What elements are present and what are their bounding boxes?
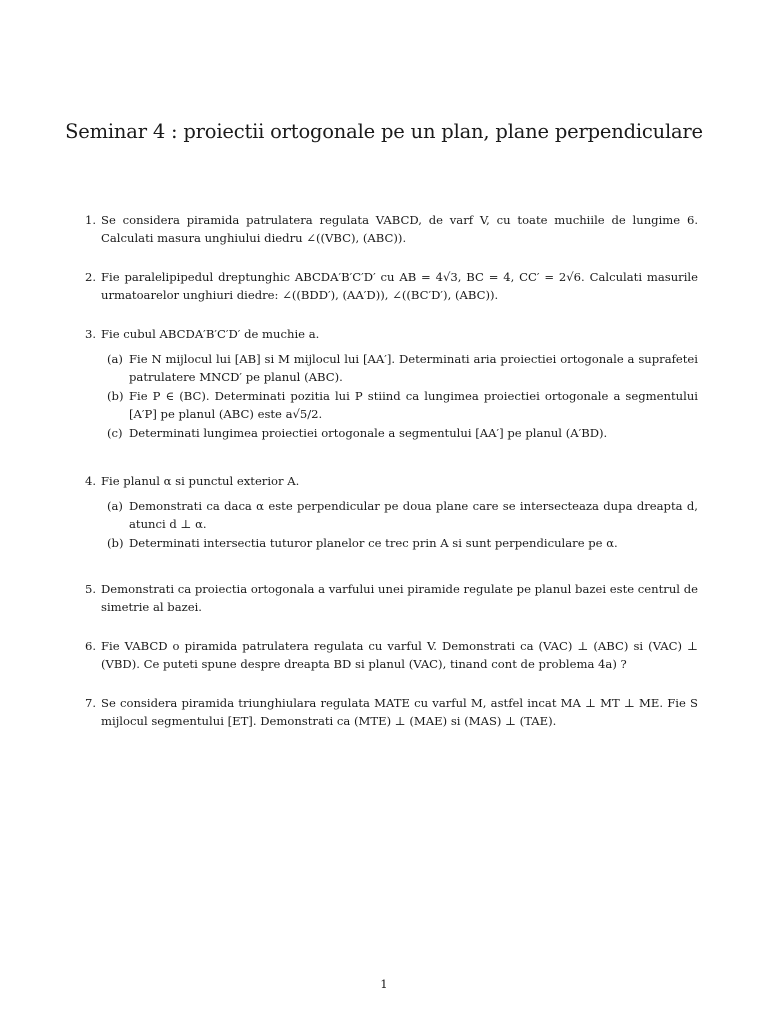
problem-6 [85, 637, 698, 673]
problem-number: 2. [85, 270, 97, 284]
subproblem-label: (b) [107, 389, 124, 403]
subproblem-text: Demonstrati ca daca α este perpendicular pe doua plane care se intersecteaza dupa dreapta d, atunci d ⊥ α. [129, 499, 698, 531]
problem-7 [85, 694, 698, 730]
subproblem-text: Determinati intersectia tuturor planelor ce trec prin A si sunt perpendiculare pe α. [129, 536, 618, 550]
subproblem-3b [101, 387, 698, 423]
problem-text: Fie cubul ABCDA′B′C′D′ de muchie a. [101, 327, 320, 341]
problem-2 [85, 268, 698, 304]
subproblem-4b [101, 534, 698, 552]
problem-3 [85, 325, 698, 443]
problem-text: Fie VABCD o piramida patrulatera regulata cu varful V. Demonstrati ca (VAC) ⊥ (ABC) si (VAC) ⊥ (VBD). Ce puteti spune despre dreapta BD si planul (VAC), tinand cont de problema 4a) ? [101, 639, 698, 671]
page-title: Seminar 4 : proiectii ortogonale pe un plan, plane perpendiculare [65, 120, 703, 143]
problem-number: 7. [85, 696, 97, 710]
problem-number: 3. [85, 327, 97, 341]
subproblem-label: (c) [107, 426, 123, 440]
subproblem-3a [101, 350, 698, 386]
problem-number: 5. [85, 582, 97, 596]
problem-text: Fie planul α si punctul exterior A. [101, 474, 300, 488]
problem-text: Se considera piramida triunghiulara regulata MATE cu varful M, astfel incat MA ⊥ MT ⊥ ME. Fie S mijlocul segmentului [ET]. Demonstrati ca (MTE) ⊥ (MAE) si (MAS) ⊥ (TAE). [101, 696, 698, 728]
subproblem-4a [101, 497, 698, 533]
subproblem-3c [101, 424, 698, 442]
problem-1 [85, 211, 698, 247]
subproblem-text: Fie N mijlocul lui [AB] si M mijlocul lui [AA′]. Determinati aria proiectiei ortogonale a suprafetei patrulatere MNCD′ pe planul (ABC). [129, 352, 698, 384]
problem-5 [85, 580, 698, 616]
problem-text: Fie paralelipipedul dreptunghic ABCDA′B′C′D′ cu AB = 4√3, BC = 4, CC′ = 2√6. Calculati masurile urmatoarelor unghiuri diedre: ∠((BDD′), (AA′D)), ∠((BC′D′), (ABC)). [101, 270, 698, 302]
problem-4 [85, 472, 698, 553]
subproblem-text: Determinati lungimea proiectiei ortogonale a segmentului [AA′] pe planul (A′BD). [129, 426, 608, 440]
subproblem-label: (a) [107, 499, 123, 513]
subproblem-text: Fie P ∈ (BC). Determinati pozitia lui P stiind ca lungimea proiectiei ortogonale a segmentului [A′P] pe planul (ABC) este a√5/2. [129, 389, 698, 421]
subproblem-list [101, 497, 698, 552]
subproblem-label: (a) [107, 352, 123, 366]
subproblem-label: (b) [107, 536, 124, 550]
problem-number: 6. [85, 639, 97, 653]
problem-number: 1. [85, 213, 97, 227]
page-number: 1 [380, 977, 388, 991]
problem-text: Se considera piramida patrulatera regulata VABCD, de varf V, cu toate muchiile de lungime 6. Calculati masura unghiului diedru ∠((VBC), (ABC)). [101, 213, 698, 245]
problem-number: 4. [85, 474, 97, 488]
subproblem-list [101, 350, 698, 442]
problem-text: Demonstrati ca proiectia ortogonala a varfului unei piramide regulate pe planul bazei este centrul de simetrie al bazei. [101, 582, 698, 614]
